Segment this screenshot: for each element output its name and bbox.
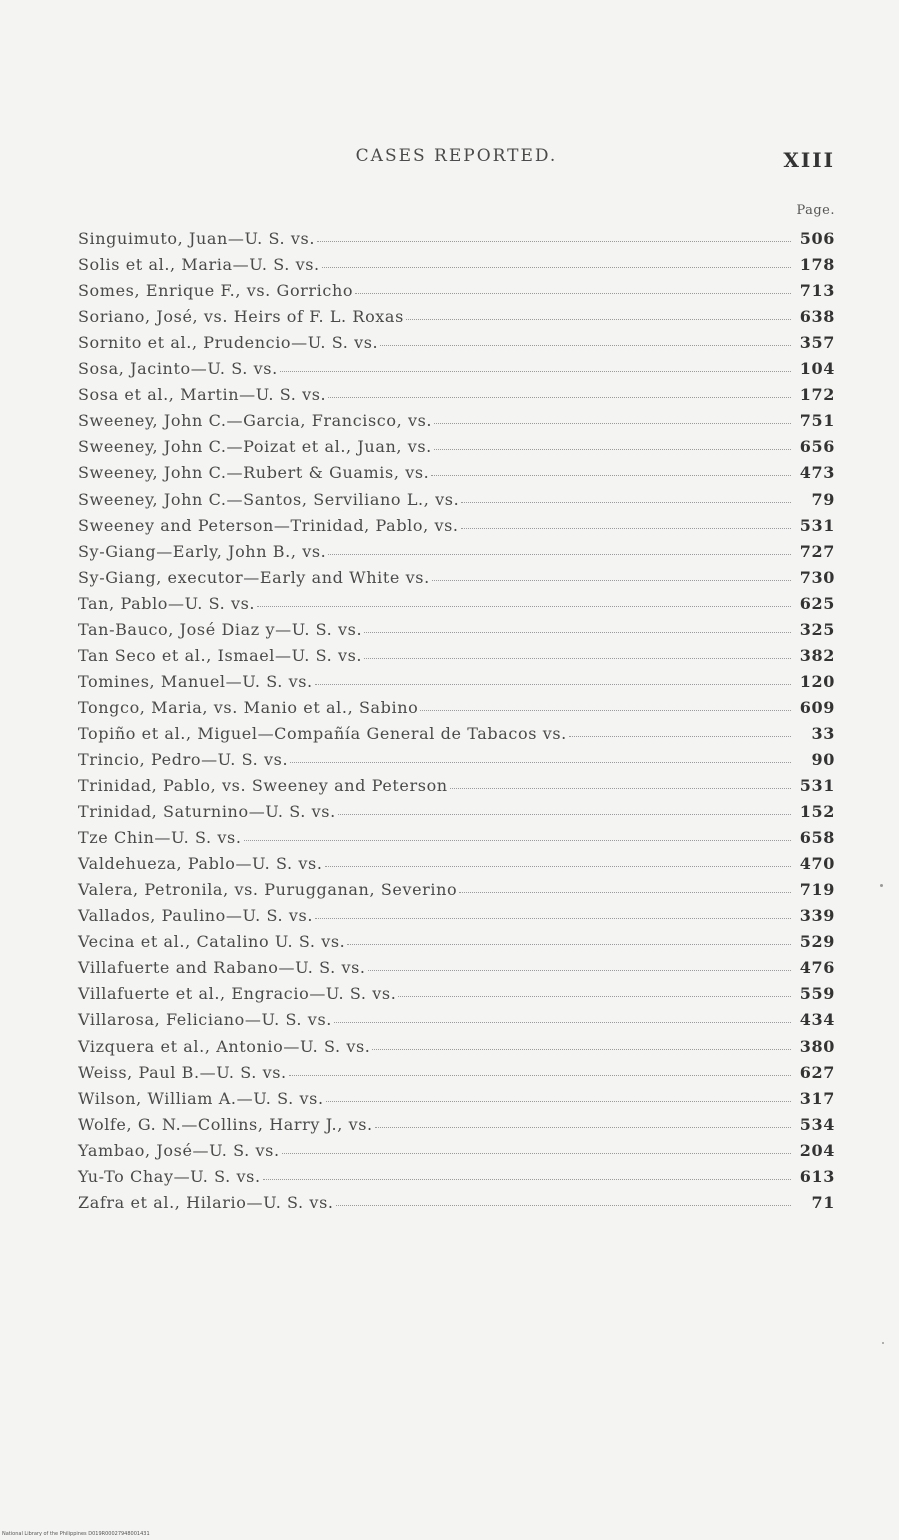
dot-leader — [244, 840, 791, 841]
dot-leader — [434, 423, 791, 424]
dot-leader — [459, 892, 791, 893]
case-title: Villarosa, Feliciano—U. S. vs. — [78, 1010, 332, 1030]
footer-credit: National Library of the Philippines D019R00027948001431 — [2, 1531, 150, 1537]
case-title: Singuimuto, Juan—U. S. vs. — [78, 229, 316, 249]
case-title: Sweeney, John C.—Rubert & Guamis, vs. — [78, 463, 430, 483]
case-entry — [78, 430, 835, 456]
case-title: Sy-Giang, executor—Early and White vs. — [78, 567, 430, 587]
case-title: Valdehueza, Pablo—U. S. vs. — [78, 854, 323, 874]
case-page-number: 638 — [799, 307, 835, 327]
case-page-number: 120 — [799, 671, 835, 691]
case-page-number: 33 — [811, 723, 835, 743]
case-title: Sweeney and Peterson—Trinidad, Pablo, vs. — [78, 515, 459, 535]
case-page-number: 152 — [799, 802, 835, 822]
dot-leader — [420, 710, 791, 711]
case-title: Vizquera et al., Antonio—U. S. vs. — [78, 1036, 371, 1056]
case-page-number: 325 — [799, 619, 835, 639]
dot-leader — [263, 1179, 791, 1180]
dot-leader — [326, 1101, 791, 1102]
case-page-number: 90 — [811, 749, 835, 769]
dot-leader — [432, 580, 791, 581]
case-title: Solis et al., Maria—U. S. vs. — [78, 255, 320, 275]
case-entry — [78, 509, 835, 535]
case-page-number: 531 — [799, 515, 835, 535]
case-entry — [78, 951, 835, 977]
case-page-number: 357 — [799, 333, 835, 353]
dot-leader — [325, 866, 791, 867]
case-page-number: 713 — [799, 281, 835, 301]
case-entry — [78, 847, 835, 873]
dot-leader — [336, 1205, 791, 1206]
case-page-number: 470 — [799, 854, 835, 874]
case-title: Trincio, Pedro—U. S. vs. — [78, 749, 289, 769]
case-page-number: 658 — [799, 828, 835, 848]
case-title: Villafuerte and Rabano—U. S. vs. — [78, 958, 366, 978]
case-entry — [78, 378, 835, 404]
case-page-number: 559 — [799, 984, 835, 1004]
dot-leader — [289, 1075, 791, 1076]
case-page-number: 656 — [799, 437, 835, 457]
case-title: Tan Seco et al., Ismael—U. S. vs. — [78, 645, 363, 665]
case-title: Villafuerte et al., Engracio—U. S. vs. — [78, 984, 397, 1004]
case-title: Weiss, Paul B.—U. S. vs. — [78, 1062, 287, 1082]
case-entry — [78, 352, 835, 378]
case-title: Soriano, José, vs. Heirs of F. L. Roxas — [78, 307, 404, 327]
dot-leader — [375, 1127, 791, 1128]
dot-leader — [434, 449, 791, 450]
dot-leader — [317, 241, 791, 242]
case-page-number: 727 — [799, 541, 835, 561]
case-title: Topiño et al., Miguel—Compañía General de Tabacos vs. — [78, 723, 567, 743]
case-title: Tongco, Maria, vs. Manio et al., Sabino — [78, 697, 419, 717]
case-entry — [78, 1108, 835, 1134]
dot-leader — [461, 502, 791, 503]
dot-leader — [257, 606, 791, 607]
scan-speck — [882, 1342, 884, 1344]
page-column-label: Page. — [796, 203, 835, 218]
dot-leader — [355, 293, 791, 294]
case-entry — [78, 587, 835, 613]
case-title: Trinidad, Pablo, vs. Sweeney and Peterson — [78, 776, 448, 796]
case-page-number: 529 — [799, 932, 835, 952]
dot-leader — [431, 475, 791, 476]
case-entry — [78, 300, 835, 326]
case-page-number: 609 — [799, 697, 835, 717]
dot-leader — [406, 319, 791, 320]
case-entry — [78, 717, 835, 743]
case-list — [78, 222, 835, 1212]
case-entry — [78, 899, 835, 925]
dot-leader — [364, 632, 791, 633]
case-entry — [78, 743, 835, 769]
dot-leader — [290, 762, 791, 763]
scan-speck — [880, 884, 883, 887]
case-entry — [78, 456, 835, 482]
case-entry — [78, 561, 835, 587]
case-entry — [78, 691, 835, 717]
case-entry — [78, 1003, 835, 1029]
dot-leader — [322, 267, 791, 268]
case-title: Sweeney, John C.—Poizat et al., Juan, vs. — [78, 437, 432, 457]
case-page-number: 380 — [799, 1036, 835, 1056]
case-title: Sweeney, John C.—Santos, Serviliano L., vs. — [78, 489, 460, 509]
case-page-number: 172 — [799, 385, 835, 405]
dot-leader — [328, 554, 791, 555]
case-page-number: 204 — [799, 1140, 835, 1160]
case-title: Sosa et al., Martin—U. S. vs. — [78, 385, 327, 405]
case-title: Yambao, José—U. S. vs. — [78, 1140, 280, 1160]
case-page-number: 434 — [799, 1010, 835, 1030]
case-entry — [78, 665, 835, 691]
case-title: Tan, Pablo—U. S. vs. — [78, 593, 256, 613]
dot-leader — [328, 397, 791, 398]
case-entry — [78, 482, 835, 508]
case-entry — [78, 222, 835, 248]
case-entry — [78, 1160, 835, 1186]
case-page-number: 625 — [799, 593, 835, 613]
dot-leader — [315, 918, 791, 919]
case-entry — [78, 795, 835, 821]
case-page-number: 79 — [811, 489, 835, 509]
case-page-number: 627 — [799, 1062, 835, 1082]
case-page-number: 531 — [799, 776, 835, 796]
dot-leader — [315, 684, 791, 685]
case-page-number: 473 — [799, 463, 835, 483]
dot-leader — [461, 528, 791, 529]
case-entry — [78, 639, 835, 665]
case-entry — [78, 274, 835, 300]
case-page-number: 382 — [799, 645, 835, 665]
case-entry — [78, 821, 835, 847]
case-title: Sosa, Jacinto—U. S. vs. — [78, 359, 278, 379]
case-page-number: 104 — [799, 359, 835, 379]
case-page-number: 339 — [799, 906, 835, 926]
case-page-number: 534 — [799, 1114, 835, 1134]
case-page-number: 506 — [799, 229, 835, 249]
case-title: Tomines, Manuel—U. S. vs. — [78, 671, 313, 691]
case-title: Yu-To Chay—U. S. vs. — [78, 1166, 261, 1186]
dot-leader — [347, 944, 791, 945]
case-title: Vallados, Paulino—U. S. vs. — [78, 906, 314, 926]
dot-leader — [372, 1049, 791, 1050]
case-title: Wilson, William A.—U. S. vs. — [78, 1088, 324, 1108]
case-title: Sy-Giang—Early, John B., vs. — [78, 541, 327, 561]
case-title: Tan-Bauco, José Diaz y—U. S. vs. — [78, 619, 363, 639]
page-folio: XIII — [783, 148, 835, 172]
case-entry — [78, 326, 835, 352]
case-page-number: 719 — [799, 880, 835, 900]
case-title: Somes, Enrique F., vs. Gorricho — [78, 281, 354, 301]
dot-leader — [338, 814, 791, 815]
case-entry — [78, 873, 835, 899]
case-title: Valera, Petronila, vs. Purugganan, Severino — [78, 880, 458, 900]
case-entry — [78, 248, 835, 274]
dot-leader — [280, 371, 791, 372]
dot-leader — [368, 970, 791, 971]
dot-leader — [569, 736, 791, 737]
case-page-number: 476 — [799, 958, 835, 978]
case-title: Sweeney, John C.—Garcia, Francisco, vs. — [78, 411, 433, 431]
case-entry — [78, 769, 835, 795]
case-page-number: 730 — [799, 567, 835, 587]
case-page-number: 317 — [799, 1088, 835, 1108]
case-entry — [78, 977, 835, 1003]
case-page-number: 613 — [799, 1166, 835, 1186]
case-entry — [78, 1029, 835, 1055]
case-title: Trinidad, Saturnino—U. S. vs. — [78, 802, 336, 822]
case-title: Sornito et al., Prudencio—U. S. vs. — [78, 333, 379, 353]
case-title: Wolfe, G. N.—Collins, Harry J., vs. — [78, 1114, 373, 1134]
case-entry — [78, 404, 835, 430]
case-entry — [78, 925, 835, 951]
case-entry — [78, 1134, 835, 1160]
dot-leader — [282, 1153, 791, 1154]
case-entry — [78, 1186, 835, 1212]
case-entry — [78, 1082, 835, 1108]
dot-leader — [398, 996, 791, 997]
case-entry — [78, 1056, 835, 1082]
dot-leader — [364, 658, 791, 659]
dot-leader — [380, 345, 791, 346]
case-title: Tze Chin—U. S. vs. — [78, 828, 242, 848]
running-title: CASES REPORTED. — [355, 146, 558, 166]
case-title: Zafra et al., Hilario—U. S. vs. — [78, 1192, 334, 1212]
dot-leader — [450, 788, 791, 789]
dot-leader — [334, 1022, 791, 1023]
running-head — [78, 140, 835, 180]
case-title: Vecina et al., Catalino U. S. vs. — [78, 932, 346, 952]
case-entry — [78, 535, 835, 561]
case-page-number: 178 — [799, 255, 835, 275]
case-page-number: 71 — [811, 1192, 835, 1212]
case-entry — [78, 613, 835, 639]
case-page-number: 751 — [799, 411, 835, 431]
